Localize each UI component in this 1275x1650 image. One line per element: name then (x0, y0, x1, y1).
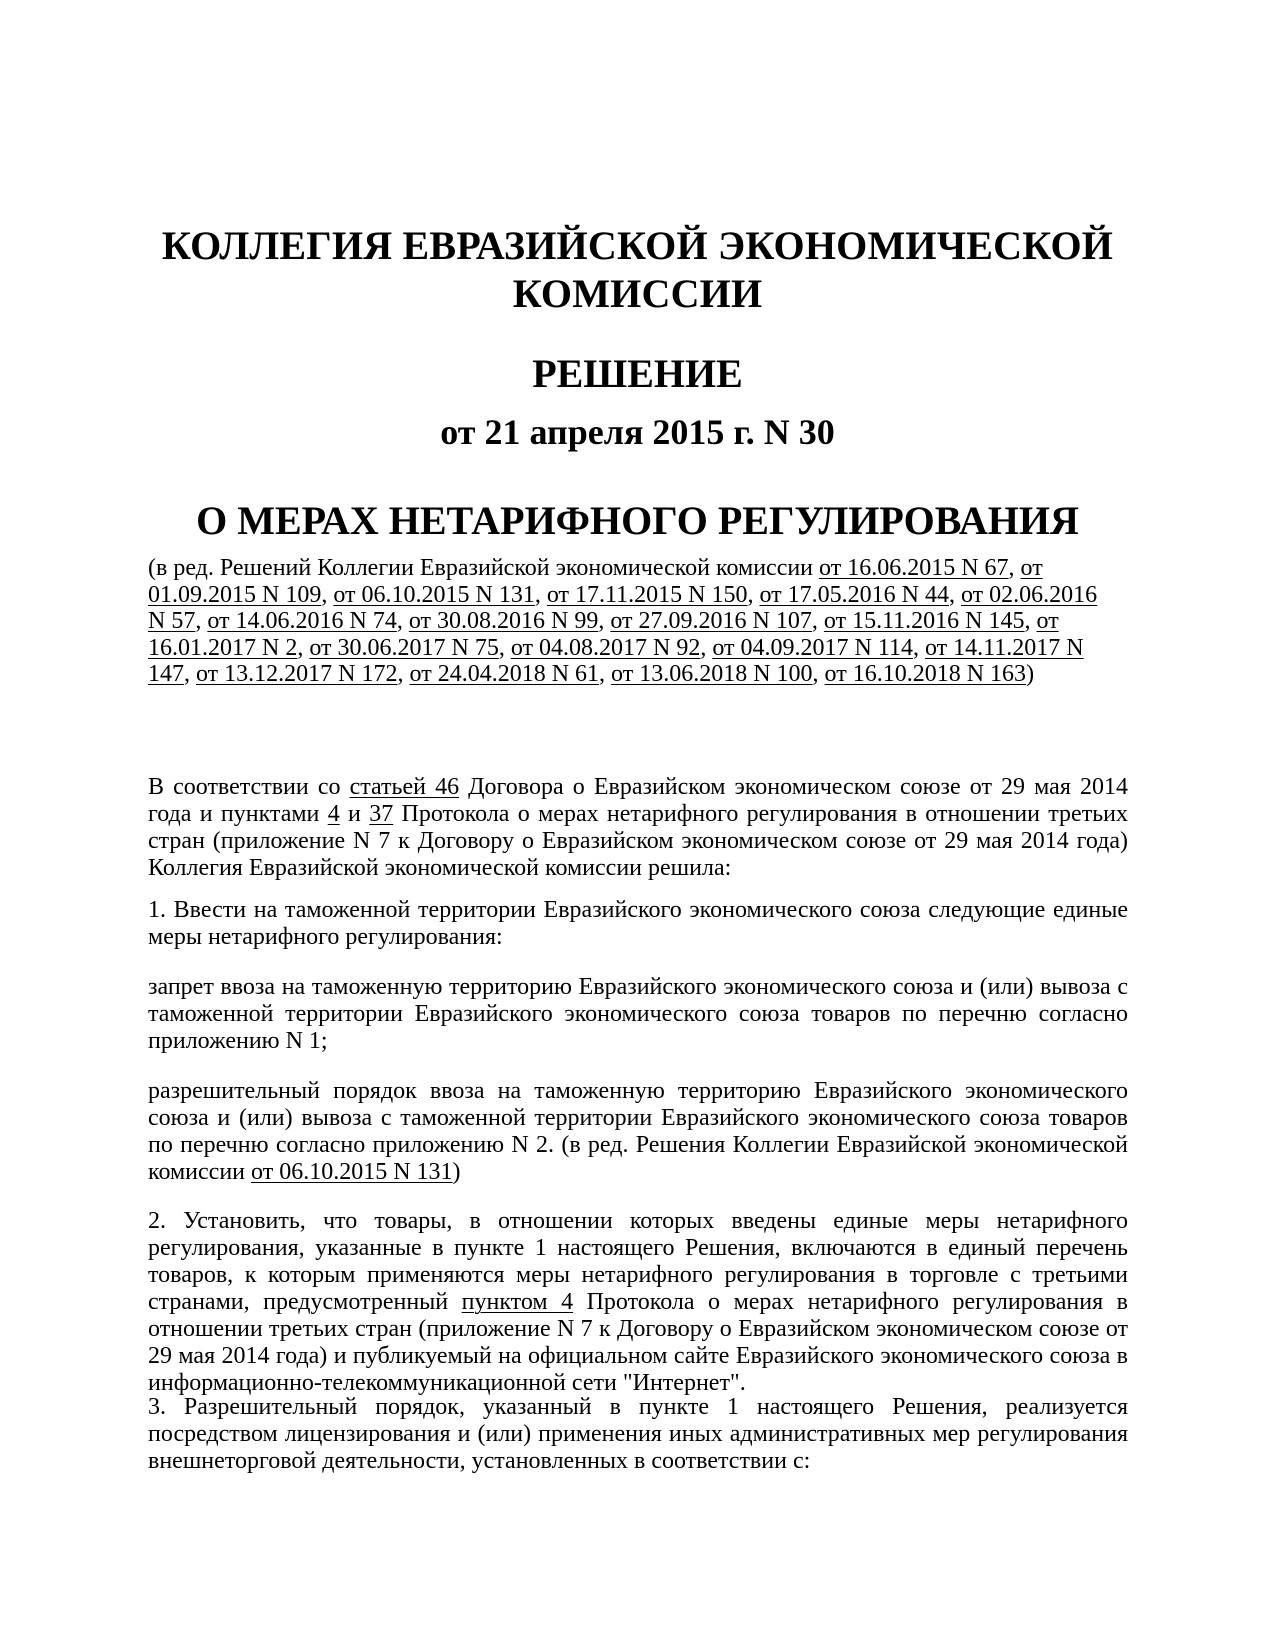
amendments-prefix: (в ред. Решений Коллегии Евразийской экономической комиссии (148, 555, 820, 581)
amendment-link-13[interactable]: от 04.08.2017 N 92 (510, 634, 701, 661)
clause-1-ban-paragraph: запрет ввоза на таможенную территорию Евразийского экономического союза и (или) вывоза с таможенной территории Евразийского экономического союза товаров по перечню согласно приложению N 1; (148, 974, 1128, 1054)
document-kind-heading: РЕШЕНИЕ (532, 351, 743, 396)
amendment-link-5[interactable]: от 17.05.2016 N 44 (759, 581, 949, 608)
amendment-link-10[interactable]: от 15.11.2016 N 145 (823, 608, 1025, 634)
amendment-link-7[interactable]: от 14.06.2016 N 74 (207, 608, 397, 634)
preamble-text-2: Договора о Евразийском экономическом союзе от 29 мая 2014 года и пунктами (148, 774, 1128, 827)
clause-3-paragraph: 3. Разрешительный порядок, указанный в пункте 1 настоящего Решения, реализуется посредством лицензирования и (или) применения иных административных мер регулирования внешнеторговой деятельности, установленных в соответствии с: (148, 1394, 1128, 1474)
preamble-text-1: В соответствии со (148, 774, 350, 800)
document-date-heading: от 21 апреля 2015 г. N 30 (440, 412, 835, 452)
amendment-link-14[interactable]: от 04.09.2017 N 114 (712, 634, 913, 661)
amendment-link-1[interactable]: от 16.06.2015 N 67 (819, 555, 1009, 581)
amendment-link-4[interactable]: от 17.11.2015 N 150 (546, 581, 748, 608)
clause-1-permit-text: разрешительный порядок ввоза на таможенную территорию Евразийского экономического союза и (или) вывоза с таможенной территории Евразийского экономического союза товаров по перечню согласно приложению N 2. (в ред. Решения Коллегии Евразийской экономической комиссии (148, 1078, 1128, 1185)
clause-1-paragraph: 1. Ввести на таможенной территории Евразийского экономического союза следующие единые меры нетарифного регулирования: (148, 897, 1128, 950)
amendment-link-8[interactable]: от 30.08.2016 N 99 (408, 608, 599, 634)
clause-2-paragraph (148, 1208, 1128, 1397)
amendments-suffix: ) (1026, 661, 1035, 687)
amendment-link-16[interactable]: от 13.12.2017 N 172 (196, 661, 398, 687)
amendment-link-6[interactable]: от 02.06.2016 N 57 (148, 581, 1098, 634)
amendments-note: (в ред. Решений Коллегии Евразийской экономической комиссии от 16.06.2015 N 67, от 01.09.2015 N 109, от 06.10.2015 N 131, от 17.11.2015 N 150, от 17.05.2016 N 44, от 02.06.2016 N 57, от 14.06.2016 N 74, от 30.08.2016 N 99, от 27.09.2016 N 107, от 15.11.2016 N 145, от 16.01.2017 N 2, от 30.06.2017 N 75, от 04.08.2017 N 92, от 04.09.2017 N 114, от 14.11.2017 N 147, от 13.12.2017 N 172, от 24.04.2018 N 61, от 13.06.2018 N 100, от 16.10.2018 N 163) (148, 555, 1098, 687)
amendment-link-18[interactable]: от 13.06.2018 N 100 (611, 661, 813, 687)
amendment-link-15[interactable]: от 14.11.2017 N 147 (148, 634, 1084, 687)
preamble-text-3: и (339, 801, 370, 827)
amendment-131-link[interactable]: от 06.10.2015 N 131 (251, 1159, 453, 1185)
point-4-link[interactable]: 4 (327, 801, 340, 827)
preamble-text-4: Протокола о мерах нетарифного регулирования в отношении третьих стран (приложение N 7 к Договору о Евразийском экономическом союзе от 29 мая 2014 года) Коллегия Евразийской экономической комиссии решила: (148, 801, 1128, 881)
clause-1-permit-paragraph (148, 1078, 1128, 1186)
organization-heading: КОЛЛЕГИЯ ЕВРАЗИЙСКОЙ ЭКОНОМИЧЕСКОЙ КОМИССИИ (161, 223, 1114, 316)
amendment-link-3[interactable]: от 06.10.2015 N 131 (333, 581, 535, 608)
preamble-paragraph (148, 774, 1128, 882)
document-title-heading: О МЕРАХ НЕТАРИФНОГО РЕГУЛИРОВАНИЯ (196, 498, 1079, 543)
clause-2-text-1: 2. Установить, что товары, в отношении которых введены единые меры нетарифного регулирования, указанные в пункте 1 настоящего Решения, включаются в единый перечень товаров, к которым применяются меры нетарифного регулирования в торговле с третьими странами, предусмотренный (148, 1208, 1128, 1315)
clause-2-text-2: Протокола о мерах нетарифного регулирования в отношении третьих стран (приложение N 7 к Договору о Евразийском экономическом союзе от 29 мая 2014 года) и публикуемый на официальном сайте Евразийского экономического союза в информационно-телекоммуникационной сети "Интернет". (148, 1289, 1128, 1396)
protocol-point-4-link[interactable]: пунктом 4 (461, 1289, 574, 1315)
amendment-link-2[interactable]: от 01.09.2015 N 109 (148, 555, 1043, 608)
amendment-link-9[interactable]: от 27.09.2016 N 107 (610, 608, 812, 634)
point-37-link[interactable]: 37 (369, 801, 394, 827)
amendment-link-19[interactable]: от 16.10.2018 N 163 (824, 661, 1027, 687)
amendment-link-17[interactable]: от 24.04.2018 N 61 (409, 661, 600, 687)
amendment-link-12[interactable]: от 30.06.2017 N 75 (309, 634, 499, 661)
clause-1-permit-close: ) (452, 1159, 461, 1185)
amendment-link-11[interactable]: от 16.01.2017 N 2 (148, 608, 1059, 661)
article-46-link[interactable]: статьей 46 (349, 774, 460, 800)
